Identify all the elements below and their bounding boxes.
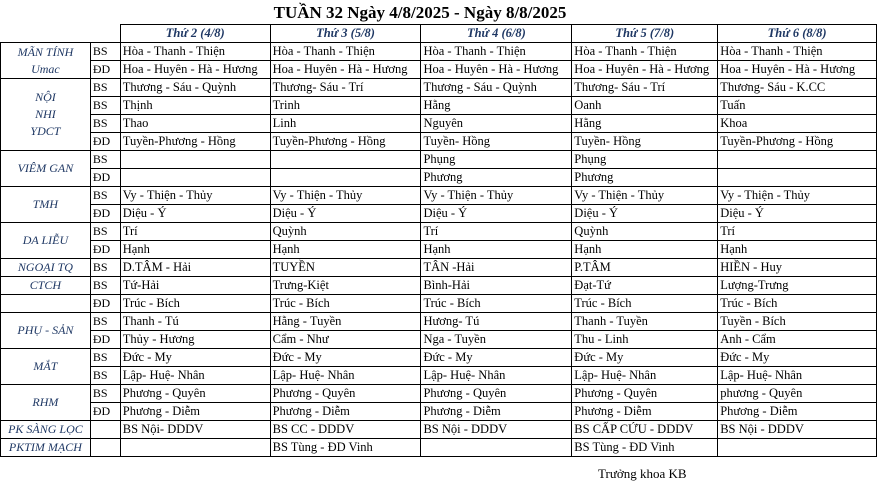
day-header: Thứ 4 (6/8)	[421, 25, 572, 43]
schedule-cell: Vy - Thiện - Thủy	[572, 187, 718, 205]
role-cell: BS	[90, 223, 120, 241]
schedule-cell: Đức - My	[270, 349, 421, 367]
schedule-cell: Hạnh	[421, 241, 572, 259]
dept-label: NHI	[35, 107, 56, 121]
schedule-cell: Lập- Huệ- Nhân	[120, 367, 270, 385]
dept-pk-tim-mach: PKTIM MẠCH	[1, 439, 91, 457]
table-row	[1, 367, 877, 385]
schedule-cell: Đức - My	[120, 349, 270, 367]
schedule-cell: Hoa - Huyên - Hà - Hương	[718, 61, 877, 79]
schedule-cell: Trúc - Bích	[718, 295, 877, 313]
dept-label: YDCT	[30, 124, 61, 138]
schedule-cell: Khoa	[718, 115, 877, 133]
schedule-cell: Thương- Sáu - K.CC	[718, 79, 877, 97]
schedule-cell: Tuyền- Hồng	[572, 133, 718, 151]
schedule-cell: Trúc - Bích	[270, 295, 421, 313]
schedule-cell: Lập- Huệ- Nhân	[572, 367, 718, 385]
role-cell	[90, 439, 120, 457]
schedule-cell: Hòa - Thanh - Thiện	[120, 43, 270, 61]
dept-tmh: TMH	[1, 187, 91, 223]
page-title: TUẦN 32 Ngày 4/8/2025 - Ngày 8/8/2025	[273, 3, 567, 22]
schedule-cell: Thanh - Tú	[120, 313, 270, 331]
role-cell: ĐD	[90, 241, 120, 259]
schedule-cell: Lập- Huệ- Nhân	[421, 367, 572, 385]
schedule-cell: Phương - Quyên	[421, 385, 572, 403]
dept-ctch-cont	[1, 295, 91, 313]
schedule-cell: Hạnh	[572, 241, 718, 259]
table-row	[1, 259, 877, 277]
role-cell: BS	[90, 385, 120, 403]
role-cell: BS	[90, 367, 120, 385]
schedule-cell: Tuyền-Phương - Hồng	[120, 133, 270, 151]
schedule-cell: Thu - Linh	[572, 331, 718, 349]
schedule-cell	[421, 439, 572, 457]
table-row	[1, 187, 877, 205]
schedule-cell: Oanh	[572, 97, 718, 115]
schedule-cell: Diệu - Ý	[421, 205, 572, 223]
dept-phu-san: PHỤ - SẢN	[1, 313, 91, 349]
schedule-cell: Phương - Quyên	[270, 385, 421, 403]
role-cell: BS	[90, 97, 120, 115]
schedule-cell: Tuyền- Hồng	[421, 133, 572, 151]
table-row	[1, 313, 877, 331]
schedule-cell: Hòa - Thanh - Thiện	[718, 43, 877, 61]
schedule-cell	[718, 169, 877, 187]
day-header: Thứ 2 (4/8)	[120, 25, 270, 43]
schedule-cell: Đức - My	[572, 349, 718, 367]
schedule-cell: TUYỀN	[270, 259, 421, 277]
dept-ngoai-tq: NGOẠI TQ	[1, 259, 91, 277]
table-row	[1, 97, 877, 115]
role-cell: BS	[90, 43, 120, 61]
schedule-cell: Vy - Thiện - Thủy	[421, 187, 572, 205]
schedule-cell: Tuyền - Bích	[718, 313, 877, 331]
schedule-cell: Phương	[572, 169, 718, 187]
schedule-cell	[718, 439, 877, 457]
header-row	[1, 25, 877, 43]
schedule-cell: Vy - Thiện - Thủy	[718, 187, 877, 205]
schedule-cell: Phương - Diễm	[572, 403, 718, 421]
dept-man-tinh	[1, 43, 91, 79]
dept-label: NỘI	[35, 90, 56, 104]
schedule-cell: Anh - Cẩm	[718, 331, 877, 349]
schedule-cell: Linh	[270, 115, 421, 133]
table-row	[1, 385, 877, 403]
schedule-cell: Tuyền-Phương - Hồng	[718, 133, 877, 151]
schedule-cell: Phương	[421, 169, 572, 187]
role-cell: BS	[90, 187, 120, 205]
table-row	[1, 151, 877, 169]
schedule-cell: Hòa - Thanh - Thiện	[572, 43, 718, 61]
schedule-cell: Phương - Quyên	[572, 385, 718, 403]
table-row	[1, 133, 877, 151]
schedule-cell: Thao	[120, 115, 270, 133]
schedule-cell: P.TÂM	[572, 259, 718, 277]
schedule-cell: Phương - Quyên	[120, 385, 270, 403]
table-row	[1, 403, 877, 421]
schedule-cell: Bình-Hải	[421, 277, 572, 295]
schedule-cell: Quỳnh	[572, 223, 718, 241]
role-cell: BS	[90, 151, 120, 169]
table-row	[1, 43, 877, 61]
schedule-cell: Đạt-Tứ	[572, 277, 718, 295]
schedule-cell: Đức - My	[421, 349, 572, 367]
schedule-cell: Trúc - Bích	[120, 295, 270, 313]
schedule-cell: Trí	[120, 223, 270, 241]
schedule-cell: Cẩm - Như	[270, 331, 421, 349]
schedule-cell	[270, 151, 421, 169]
table-row	[1, 331, 877, 349]
schedule-cell: Trúc - Bích	[572, 295, 718, 313]
schedule-cell: Thương- Sáu - Trí	[270, 79, 421, 97]
role-cell	[90, 421, 120, 439]
schedule-cell	[270, 169, 421, 187]
dept-mat: MẮT	[1, 349, 91, 385]
schedule-cell: Thương- Sáu - Trí	[572, 79, 718, 97]
schedule-cell: Phương - Diễm	[120, 403, 270, 421]
table-row	[1, 421, 877, 439]
schedule-table	[0, 24, 877, 457]
role-cell: ĐD	[90, 61, 120, 79]
schedule-cell: Hoa - Huyên - Hà - Hương	[270, 61, 421, 79]
table-row	[1, 241, 877, 259]
role-cell: ĐD	[90, 205, 120, 223]
role-cell: ĐD	[90, 133, 120, 151]
schedule-cell: HIỀN - Huy	[718, 259, 877, 277]
role-cell: BS	[90, 313, 120, 331]
table-row	[1, 115, 877, 133]
schedule-cell: Lập- Huệ- Nhân	[270, 367, 421, 385]
dept-noi-nhi	[1, 79, 91, 151]
table-row	[1, 223, 877, 241]
schedule-cell: Phương - Diễm	[270, 403, 421, 421]
schedule-cell: Tuấn	[718, 97, 877, 115]
day-header: Thứ 5 (7/8)	[572, 25, 718, 43]
dept-pk-sang-loc: PK SÀNG LỌC	[1, 421, 91, 439]
schedule-cell	[120, 439, 270, 457]
schedule-cell: Trúc - Bích	[421, 295, 572, 313]
schedule-cell: BS Tùng - ĐD Vinh	[572, 439, 718, 457]
schedule-cell: BS Nội- DDDV	[120, 421, 270, 439]
schedule-cell: Phương - Diễm	[718, 403, 877, 421]
table-row	[1, 295, 877, 313]
table-row	[1, 277, 877, 295]
day-header: Thứ 3 (5/8)	[270, 25, 421, 43]
corner-cell	[1, 25, 91, 43]
role-cell: BS	[90, 277, 120, 295]
schedule-cell: phương - Quyên	[718, 385, 877, 403]
schedule-cell: Lập- Huệ- Nhân	[718, 367, 877, 385]
role-cell: BS	[90, 79, 120, 97]
schedule-cell: Tứ-Hải	[120, 277, 270, 295]
schedule-cell: BS CC - DDDV	[270, 421, 421, 439]
schedule-cell: Hoa - Huyên - Hà - Hương	[572, 61, 718, 79]
schedule-cell	[718, 151, 877, 169]
schedule-cell: Hạnh	[270, 241, 421, 259]
schedule-cell: Thương - Sáu - Quỳnh	[421, 79, 572, 97]
schedule-cell: Phương - Diễm	[421, 403, 572, 421]
schedule-cell: Nguyên	[421, 115, 572, 133]
dept-rhm: RHM	[1, 385, 91, 421]
schedule-cell: BS Nội - DDDV	[718, 421, 877, 439]
schedule-cell: Diệu - Ý	[270, 205, 421, 223]
table-row	[1, 61, 877, 79]
role-cell: ĐD	[90, 331, 120, 349]
schedule-cell: Diệu - Ý	[718, 205, 877, 223]
schedule-cell: Thanh - Tuyền	[572, 313, 718, 331]
schedule-cell: Hương- Tú	[421, 313, 572, 331]
role-cell: ĐD	[90, 169, 120, 187]
schedule-cell: Hạnh	[718, 241, 877, 259]
schedule-cell: Hòa - Thanh - Thiện	[421, 43, 572, 61]
schedule-cell: Hoa - Huyên - Hà - Hương	[421, 61, 572, 79]
schedule-cell: Đức - My	[718, 349, 877, 367]
schedule-cell: BS Nội - DDDV	[421, 421, 572, 439]
schedule-cell: D.TÂM - Hải	[120, 259, 270, 277]
schedule-cell: Phụng	[421, 151, 572, 169]
role-cell: BS	[90, 349, 120, 367]
schedule-cell: Diệu - Ý	[572, 205, 718, 223]
table-row	[1, 169, 877, 187]
role-cell: ĐD	[90, 295, 120, 313]
dept-label: MÃN TÍNH	[17, 44, 74, 59]
schedule-cell: Hòa - Thanh - Thiện	[270, 43, 421, 61]
role-cell: BS	[90, 259, 120, 277]
dept-da-lieu: DA LIỄU	[1, 223, 91, 259]
table-row	[1, 205, 877, 223]
role-cell: BS	[90, 115, 120, 133]
schedule-cell: Quỳnh	[270, 223, 421, 241]
schedule-cell: BS CẤP CỨU - DDDV	[572, 421, 718, 439]
dept-viem-gan: VIÊM GAN	[1, 151, 91, 187]
dept-ctch: CTCH	[1, 277, 91, 295]
schedule-cell: Thương - Sáu - Quỳnh	[120, 79, 270, 97]
schedule-cell: Diệu - Ý	[120, 205, 270, 223]
table-row	[1, 79, 877, 97]
schedule-cell: Hằng - Tuyền	[270, 313, 421, 331]
schedule-cell: Phụng	[572, 151, 718, 169]
schedule-cell: Lượng-Trưng	[718, 277, 877, 295]
schedule-cell: BS Tùng - ĐD Vinh	[270, 439, 421, 457]
table-row	[1, 349, 877, 367]
schedule-cell: Hằng	[572, 115, 718, 133]
corner-cell	[90, 25, 120, 43]
schedule-cell: Trưng-Kiệt	[270, 277, 421, 295]
role-cell: ĐD	[90, 403, 120, 421]
schedule-cell: Vy - Thiện - Thủy	[120, 187, 270, 205]
schedule-cell: TÂN -Hải	[421, 259, 572, 277]
schedule-cell: Thịnh	[120, 97, 270, 115]
schedule-cell: Thủy - Hương	[120, 331, 270, 349]
schedule-cell: Trinh	[270, 97, 421, 115]
schedule-cell	[120, 151, 270, 169]
dept-label: Umac	[31, 61, 60, 76]
schedule-cell: Hoa - Huyên - Hà - Hương	[120, 61, 270, 79]
day-header: Thứ 6 (8/8)	[718, 25, 877, 43]
schedule-cell: Hằng	[421, 97, 572, 115]
schedule-cell: Trí	[421, 223, 572, 241]
footer-signature-label: Trưởng khoa KB	[598, 466, 687, 481]
schedule-cell	[120, 169, 270, 187]
schedule-cell: Tuyền-Phương - Hồng	[270, 133, 421, 151]
table-row	[1, 439, 877, 457]
schedule-cell: Trí	[718, 223, 877, 241]
schedule-cell: Nga - Tuyền	[421, 331, 572, 349]
schedule-cell: Hạnh	[120, 241, 270, 259]
schedule-cell: Vy - Thiện - Thủy	[270, 187, 421, 205]
